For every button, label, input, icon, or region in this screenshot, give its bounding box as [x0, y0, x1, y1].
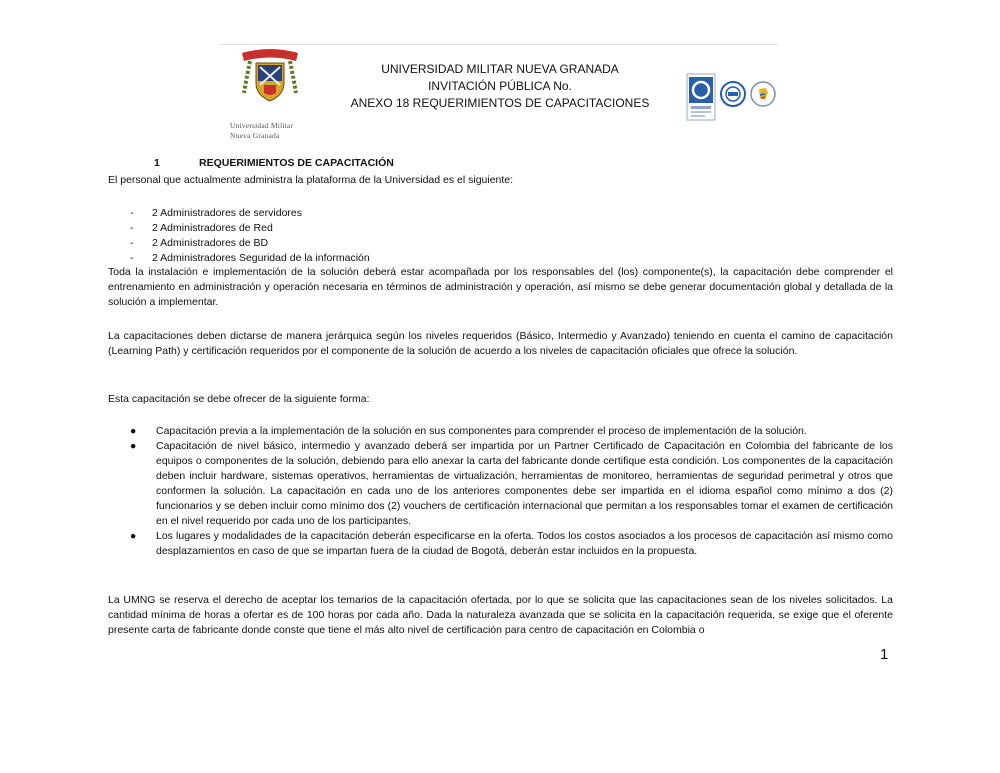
- section-title: REQUERIMIENTOS DE CAPACITACIÓN: [199, 157, 394, 169]
- paragraph-hierarchy: La capacitaciones deben dictarse de manera jerárquica según los niveles requeridos (Básico, Intermedio y Avanzado) teniendo en cuenta el camino de capacitación (Learning Path) y certificación requeridos por el componente de la solución de acuerdo a los niveles de capacitación oficiales que ofrece la solución.: [108, 330, 893, 357]
- paragraph-umng: La UMNG se reserva el derecho de aceptar los temarios de la capacitación ofertada, por lo que se solicita que las capacitaciones sean de los niveles solicitados. La cantidad mínima de horas a ofertar es de 100 horas por cada año. Dada la naturaleza avanzada que se solicita en la capacitación requerida, se exige que el oferente presente carta de fabricante donde conste que tiene el más alto nivel de certificación para centro de capacitación en Colombia o: [108, 594, 893, 636]
- bullet-item: ● Capacitación de nivel básico, intermedio y avanzado deberá ser impartida por un Partner Certificado de Capacitación en Colombia del fabricante de los equipos o componentes de la solución, debiendo para ello anexar la carta del fabricante donde certifique esta condición. Los componentes de la capacitación deben incluir hardware, sistemas operativos, herramientas de virtualización, herramientas de monitoreo, herramientas de seguridad perimetral y otros que conformen la solución. La capacitación en cada uno de los anteriores componentes debe ser impartida en el idioma español como mínimo a dos (2) funcionarios y se deben incluir como mínimo dos (2) vouchers de certificación internacional que permitan a los responsables tomar el examen de certificación en el nivel requerido por cada uno de los participantes.: [130, 440, 893, 527]
- bullet-icon: ●: [130, 425, 137, 437]
- header-title-university: UNIVERSIDAD MILITAR NUEVA GRANADA: [381, 62, 619, 76]
- logo-name-line2: Nueva Granada: [230, 131, 280, 140]
- header-title-invitation: INVITACIÓN PÚBLICA No.: [428, 79, 572, 93]
- header-titles: [320, 61, 680, 112]
- paragraph-installation: Toda la instalación e implementación de la solución deberá estar acompañada por los responsables del (los) componente(s), la capacitación debe comprender el entrenamiento en administración y operación necesaria en términos de administración y operación, así mismo se debe generar documentación global y detallada de la solución a implementar.: [108, 266, 893, 308]
- university-logo: [230, 47, 310, 143]
- paragraph-form: Esta capacitación se debe ofrecer de la siguiente forma:: [108, 393, 370, 405]
- intro-paragraph: El personal que actualmente administra la plataforma de la Universidad es el siguiente:: [108, 174, 514, 186]
- list-item: - 2 Administradores de Red: [130, 222, 273, 234]
- country-seal-icon: [750, 81, 776, 107]
- bullet-item: ● Capacitación previa a la implementación de la solución en sus componentes para comprender el proceso de implementación de la solución.: [130, 425, 807, 437]
- list-item: - 2 Administradores de BD: [130, 237, 269, 249]
- list-item: - 2 Administradores de servidores: [130, 207, 302, 219]
- quality-seal-icon: [720, 81, 746, 107]
- header-title-annex: ANEXO 18 REQUERIMIENTOS DE CAPACITACIONES: [350, 96, 650, 110]
- section-number: 1: [154, 157, 160, 169]
- bullet-icon: ●: [130, 440, 137, 452]
- certification-seal-icon: [686, 73, 716, 121]
- bullet-item: ● Los lugares y modalidades de la capacitación deberán especificarse en la oferta. Todos los costos asociados a los procesos de capacitación así mismo como desplazamientos en caso de que se impartan fuera de la ciudad de Bogotá, deberán estar incluidos en la propuesta.: [130, 530, 893, 557]
- bullet-icon: ●: [130, 530, 137, 542]
- page-number: 1: [880, 646, 889, 663]
- list-item: - 2 Administradores Seguridad de la información: [130, 252, 370, 264]
- logo-name-line1: Universidad Militar: [230, 121, 294, 130]
- document-header: [220, 44, 778, 143]
- university-crest-icon: [236, 47, 304, 105]
- certification-logos: [686, 73, 778, 121]
